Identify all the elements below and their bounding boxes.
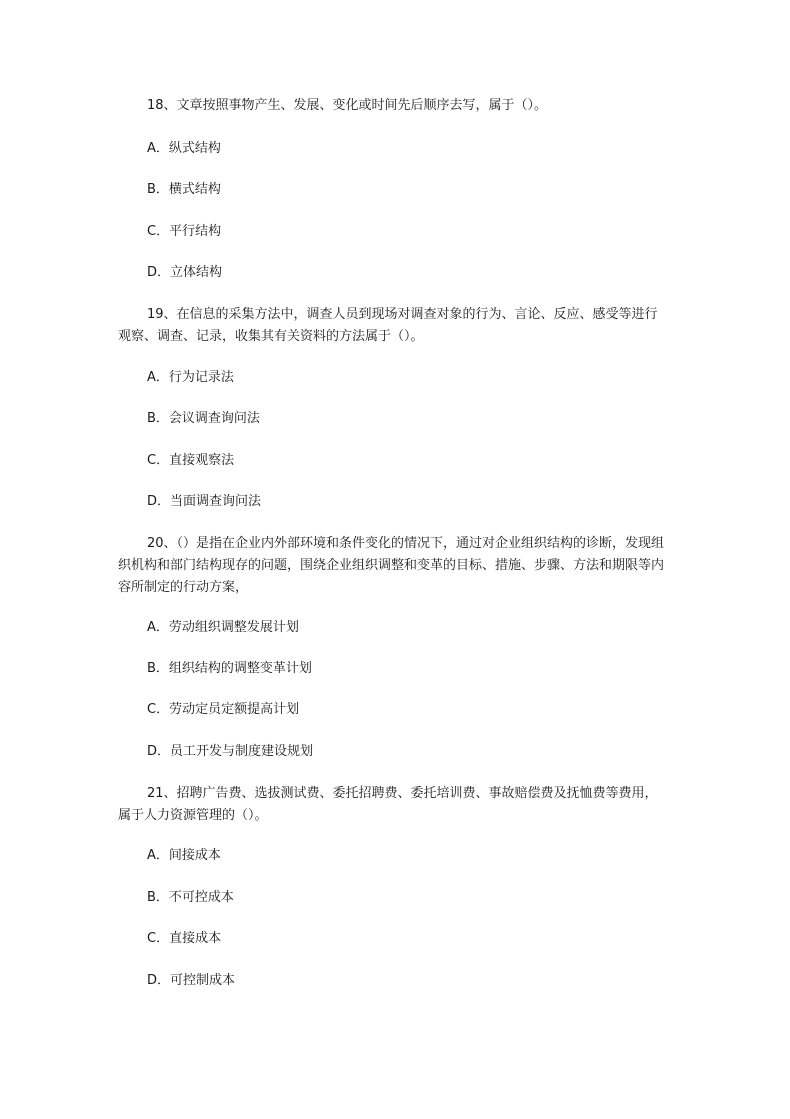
question-20-option-b: B．组织结构的调整变革计划 <box>147 661 312 676</box>
question-19-option-b: B．会议调查询问法 <box>147 411 260 426</box>
question-20-option-a: A．劳动组织调整发展计划 <box>147 620 299 635</box>
question-21-stem: 21、招聘广告费、选拔测试费、委托招聘费、委托培训费、事故赔偿费及抚恤费等费用，属于人力资源管理的（）。 <box>118 786 658 823</box>
question-20-stem: 20、（）是指在企业内外部环境和条件变化的情况下，通过对企业组织结构的诊断，发现组织机构和部门结构现存的问题，围绕企业组织调整和变革的目标、措施、步骤、方法和期限等内容所制定的行动方案， <box>118 536 665 595</box>
question-21-option-d: D．可控制成本 <box>147 973 236 988</box>
question-21-option-b: B．不可控成本 <box>147 890 234 905</box>
question-21-option-c: C．直接成本 <box>147 931 222 946</box>
question-18-option-d: D．立体结构 <box>147 265 223 280</box>
question-18-stem: 18、文章按照事物产生、发展、变化或时间先后顺序去写，属于（）。 <box>147 98 548 113</box>
question-21-option-a: A．间接成本 <box>147 848 221 863</box>
question-18-option-b: B．横式结构 <box>147 182 221 197</box>
question-18-option-c: C．平行结构 <box>147 224 222 239</box>
question-19-stem: 19、在信息的采集方法中，调查人员到现场对调查对象的行为、言论、反应、感受等进行观察、调查、记录，收集其有关资料的方法属于（）。 <box>118 307 658 344</box>
question-19-option-c: C．直接观察法 <box>147 453 235 468</box>
question-19-option-a: A．行为记录法 <box>147 370 234 385</box>
question-20-option-d: D．员工开发与制度建设规划 <box>147 744 314 759</box>
question-20-option-c: C．劳动定员定额提高计划 <box>147 702 300 717</box>
question-19-option-d: D．当面调查询问法 <box>147 494 262 509</box>
question-18-option-a: A．纵式结构 <box>147 141 221 156</box>
